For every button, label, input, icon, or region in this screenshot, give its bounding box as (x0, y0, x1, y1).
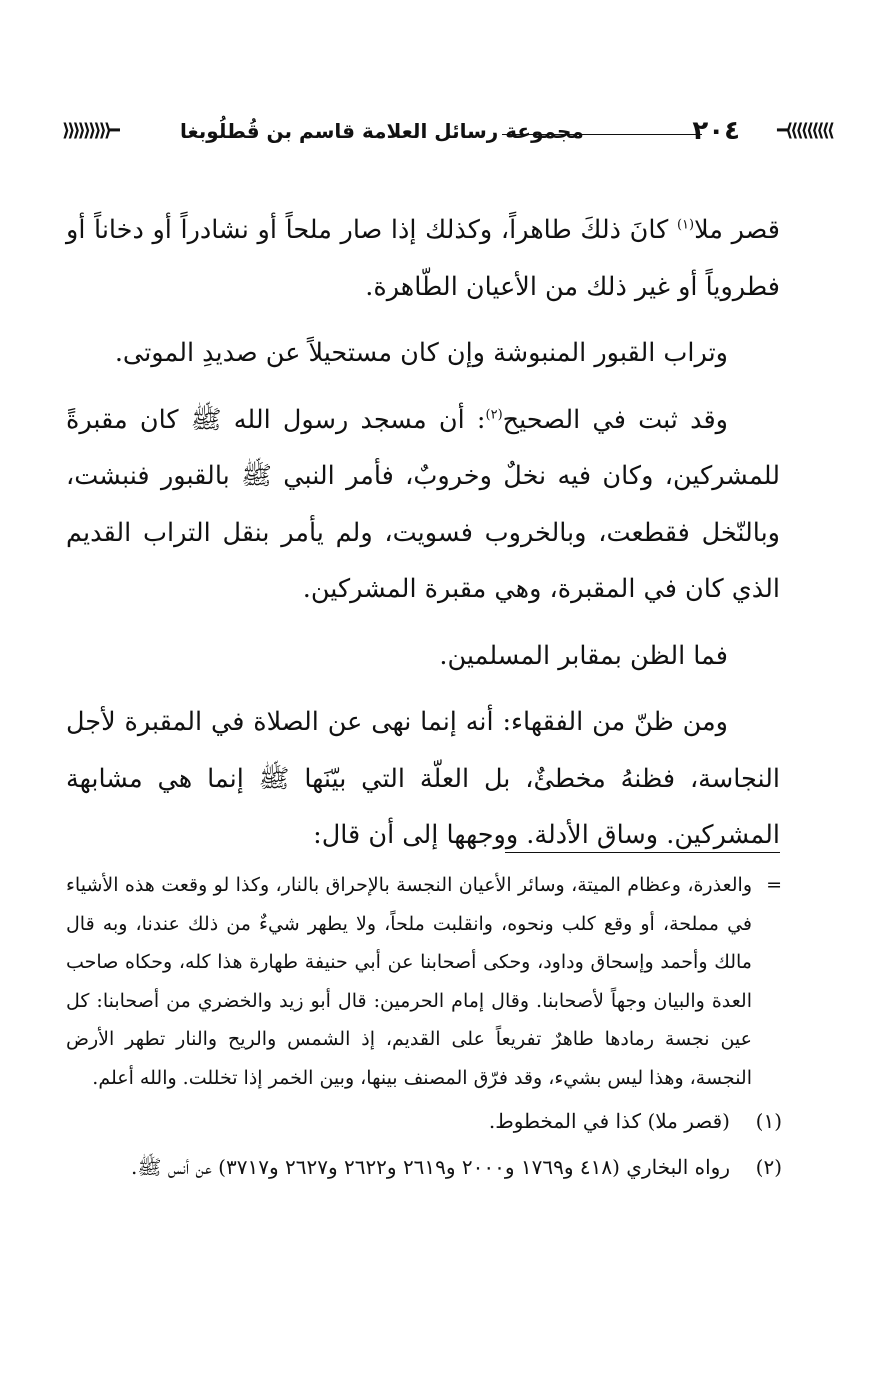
footnote-item (66, 1099, 782, 1143)
page-header (62, 112, 832, 158)
running-title: مجموعة رسائل العلامة قاسم بن قُطلُوبغا (180, 119, 584, 143)
header-ornament-left: ━⟨⟨⟨⟨⟨⟨⟨⟨⟨ (62, 120, 117, 141)
footnote-number: (٢) (755, 1155, 782, 1179)
footnote-separator (505, 852, 780, 853)
paragraph (66, 202, 780, 315)
footnotes (66, 866, 782, 1189)
paragraph: وتراب القبور المنبوشة وإن كان مستحيلاً عن صديدِ الموتى. (114, 338, 728, 368)
header-ornament-right: ⟩⟩⟩⟩⟩⟩⟩⟩⟩━ (777, 120, 832, 141)
footnote-number: (١) (755, 1109, 782, 1133)
paragraph: فما الظن بمقابر المسلمين. (439, 640, 728, 671)
footnote-text: والعذرة، وعظام الميتة، وسائر الأعيان النجسة بالإحراق بالنار، وكذا لو وقعت هذه الأشياء في مملحة، أو وقع كلب ونحوه، وانقلبت ملحاً، ولا يطهر شيءٌ من ذلك عندنا، وبه قال مالك وأحمد وإسحاق وداود، وحكى أصحابنا عن أبي حنيفة طهارة هذا كله، وحكاه صاحب العدة والبيان وجهاً لأصحابنا. وقال إمام الحرمين: قال أبو زيد والخضري من أصحابنا: كل عين نجسة رمادها طاهرٌ تفريعاً على القديم، إذ الشمس والريح والنار تطهر الأرض النجسة، وهذا ليس بشيء، وقد فرّق المصنف بينها، وبين الخمر إذا تخللت. والله أعلم. (66, 874, 752, 1089)
footnote-ref-2[interactable]: (٢) (485, 407, 503, 422)
text-run: : أن مسجد رسول الله ﷺ كان مقبرةً للمشركين، وكان فيه نخلٌ وخروبٌ، فأمر النبي ﷺ بالقبور فنبشت، وبالنّخل فقطعت، وبالخروب فسويت، ولم يأمر بنقل التراب القديم الذي كان في المقبرة، وهي مقبرة المشركين. (66, 404, 780, 604)
footnote-item (66, 1145, 782, 1189)
footnote-text: (قصر ملا) كذا في المخطوط. (488, 1109, 730, 1133)
footnote-text: رواه البخاري (٤١٨ و١٧٦٩ و٢٠٠٠ و٢٦١٩ و٢٦٢٢ و٢٦٢٧ و٣٧١٧) عن أنس ﷺ. (131, 1155, 730, 1179)
footnote-continuation (66, 866, 782, 1097)
continuation-marker: = (766, 874, 782, 896)
paragraph: ومن ظنّ من الفقهاء: أنه إنما نهى عن الصلاة في المقبرة لأجل النجاسة، فظنهُ مخطئٌ، بل العلّة التي بيّنَها ﷺ إنما هي مشابهة المشركين. وساق الأدلة. ووجهها إلى أن قال: (66, 707, 780, 850)
text-run: وقد ثبت في الصحيح (502, 404, 728, 435)
paragraph (66, 392, 780, 618)
text-run: كانَ ذلكَ طاهراً، وكذلك إذا صار ملحاً أو نشادراً أو دخاناً أو فطروياً أو غير ذلك من الأعيان الطّاهرة. (66, 215, 780, 302)
main-text (66, 202, 780, 874)
page-number: ٢٠٤ (692, 116, 740, 146)
text-run: قصر ملا (694, 215, 780, 245)
footnote-ref-1[interactable]: (١) (676, 217, 695, 233)
